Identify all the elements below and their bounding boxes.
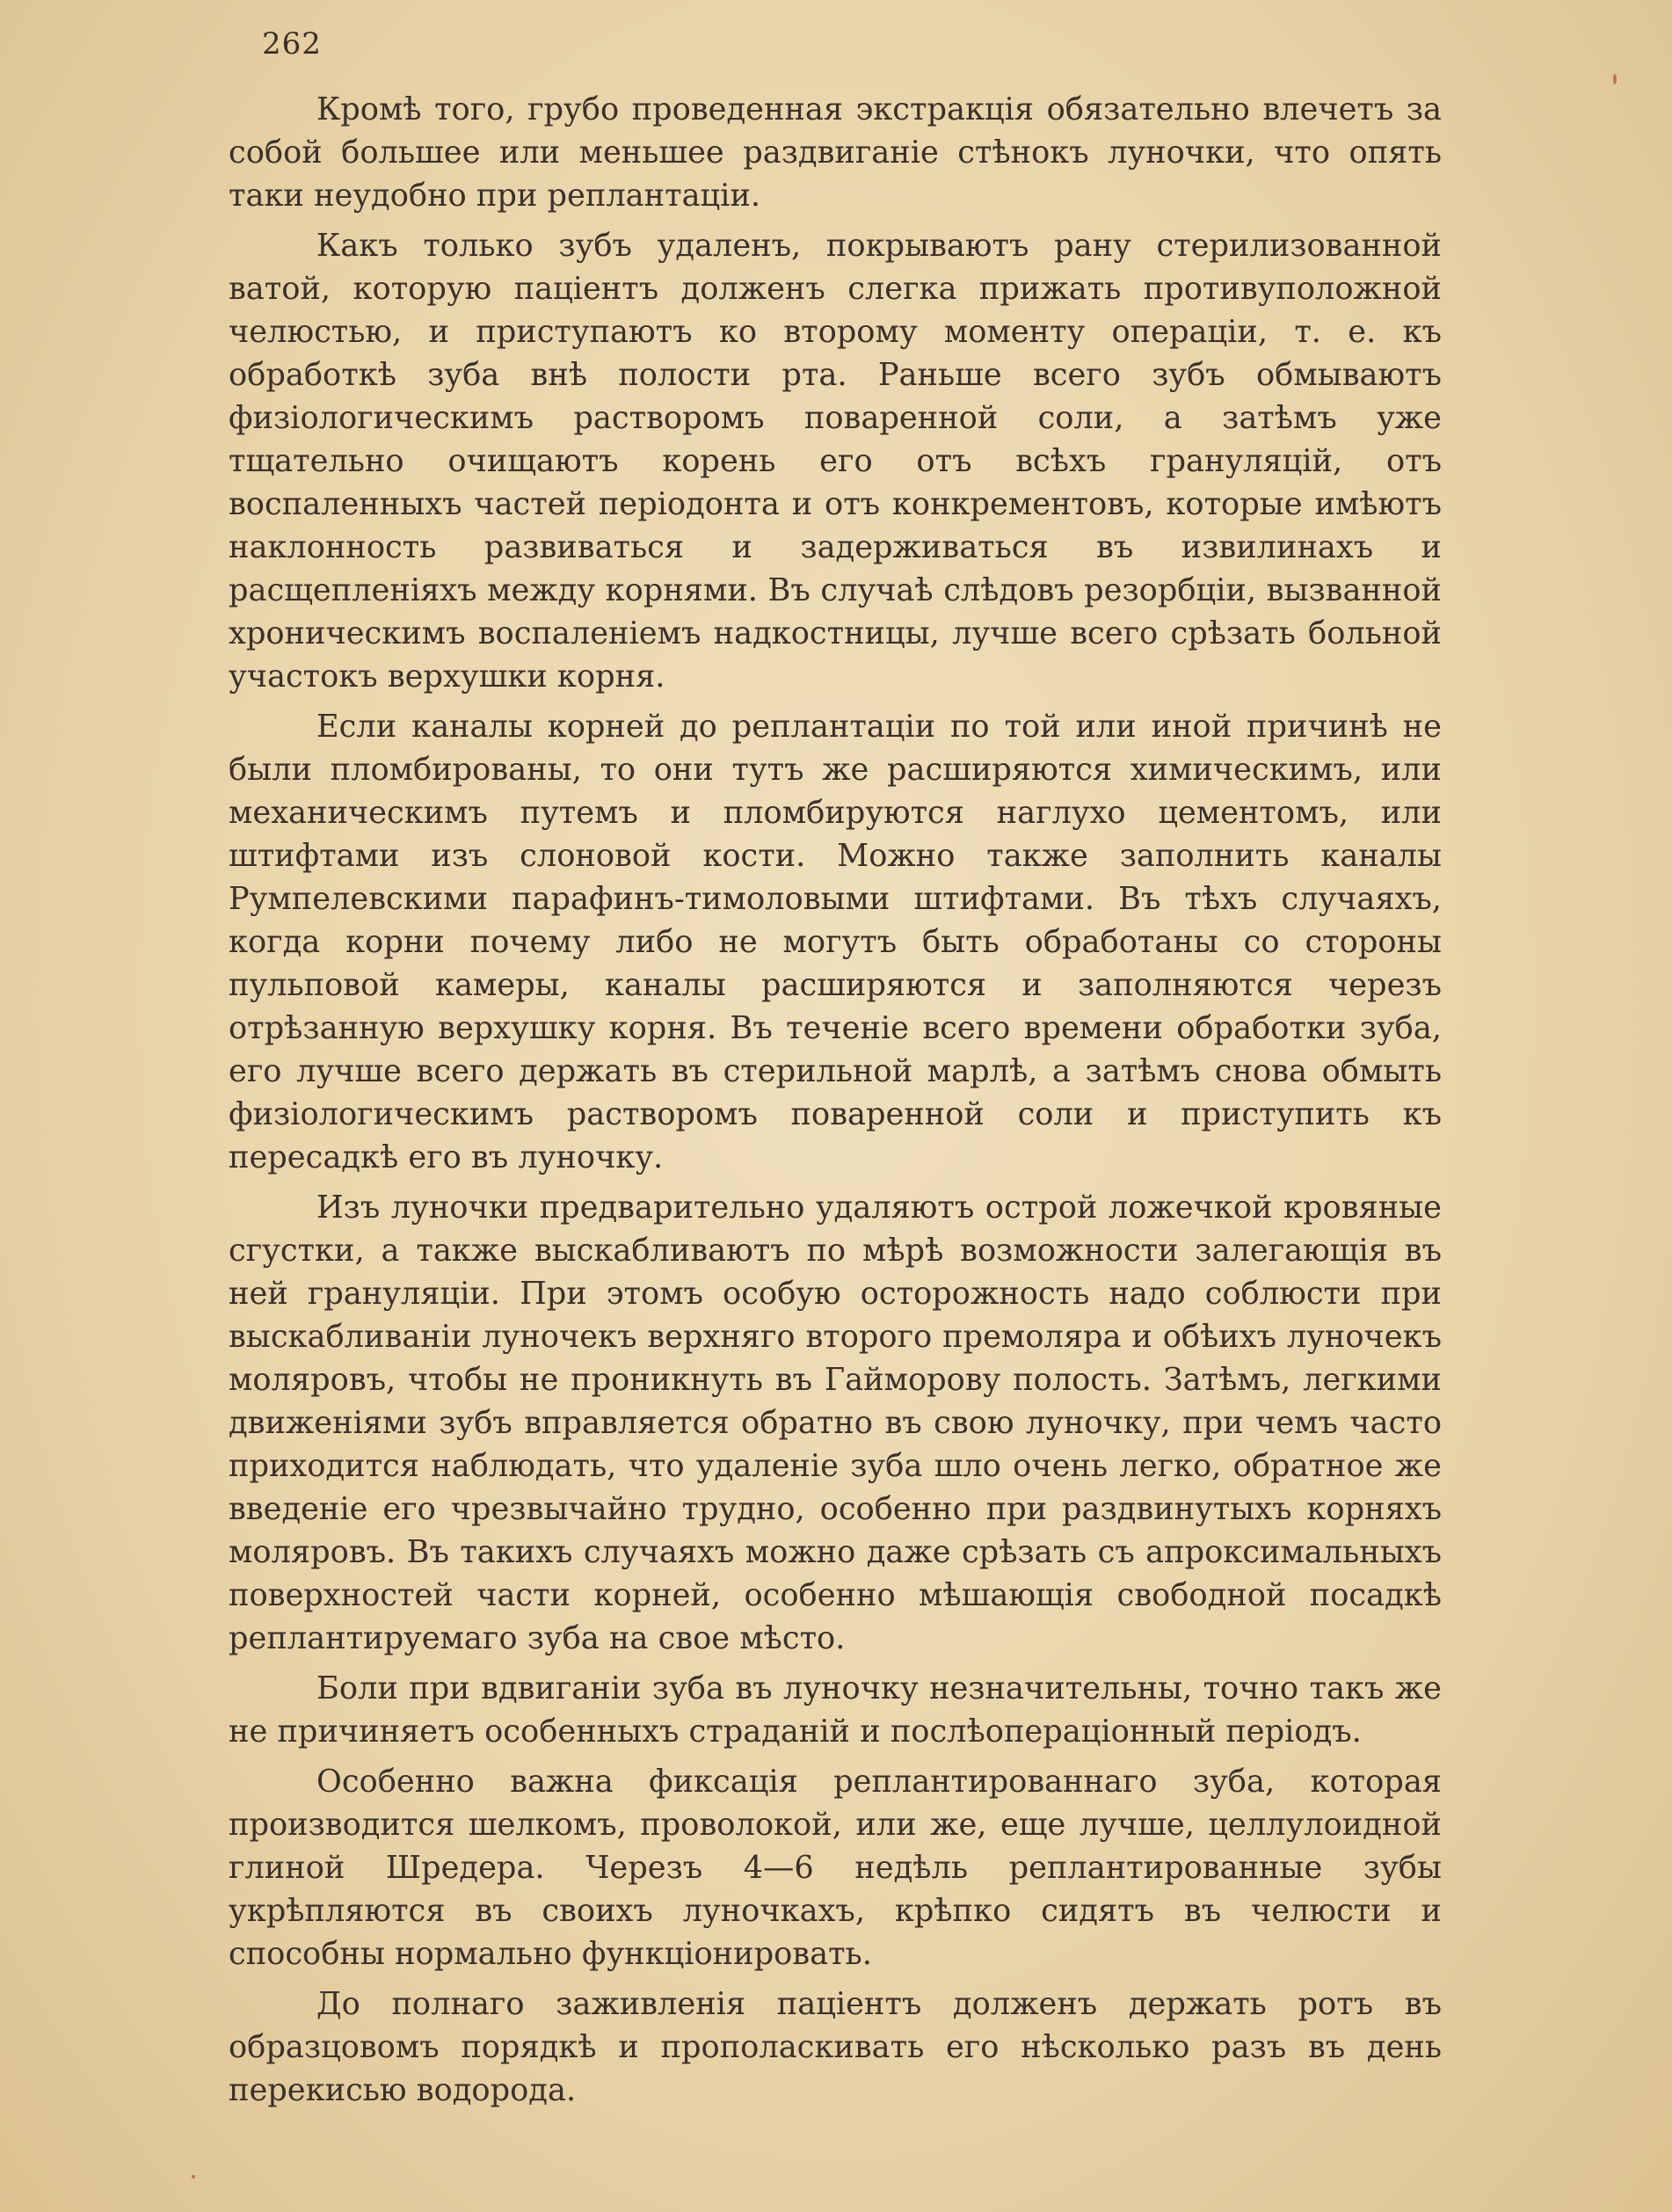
paragraph-fixation: Особенно важна фиксація реплантированнаго зуба, которая производится шелкомъ, проволокой, или же, еще лучше, целлулоидной глиной Шредера. Черезъ 4—6 недѣль реплантированные зубы укрѣпляются въ своихъ луночкахъ, крѣпко сидятъ въ челюсти и способны нормально функціонировать. (229, 1764, 1442, 1972)
body-text (229, 88, 1442, 2119)
paragraph-extraction-note: Кромѣ того, грубо проведенная экстракція обязательно влечетъ за собой большее или меньшее раздвиганіе стѣнокъ луночки, что опять таки неудобно при реплантаціи. (229, 91, 1442, 214)
paragraph-tooth-treatment: Какъ только зубъ удаленъ, покрываютъ рану стерилизованной ватой, которую паціентъ долженъ слегка прижать противуположной челюстью, и приступаютъ ко второму моменту операціи, т. е. къ обработкѣ зуба внѣ полости рта. Раньше всего зубъ обмываютъ физіологическимъ растворомъ поваренной соли, а затѣмъ уже тщательно очищаютъ корень его отъ всѣхъ грануляцій, отъ воспаленныхъ частей періодонта и отъ конкрементовъ, которые имѣютъ наклонность развиваться и задерживаться въ извилинахъ и расщепленіяхъ между корнями. Въ случаѣ слѣдовъ резорбціи, вызванной хроническимъ воспаленіемъ надкостницы, лучше всего срѣзать больной участокъ верхушки корня. (229, 228, 1442, 695)
paragraph-root-canals: Если каналы корней до реплантаціи по той или иной причинѣ не были пломбированы, то они тутъ же расширяются химическимъ, или механическимъ путемъ и пломбируются наглухо цементомъ, или штифтами изъ слоновой кости. Можно также заполнить каналы Румпелевскими парафинъ-тимоловыми штифтами. Въ тѣхъ случаяхъ, когда корни почему либо не могутъ быть обработаны со стороны пульповой камеры, каналы расширяются и заполняются черезъ отрѣзанную верхушку корня. Въ теченіе всего времени обработки зуба, его лучше всего держать въ стерильной марлѣ, а затѣмъ снова обмыть физіологическимъ растворомъ поваренной соли и приступить къ пересадкѣ его въ луночку. (229, 709, 1442, 1175)
paragraph-pain: Боли при вдвиганіи зуба въ луночку незначительны, точно такъ же не причиняетъ особенныхъ страданій и послѣопераціонный періодъ. (229, 1670, 1442, 1750)
paper-speck (192, 2175, 195, 2179)
page-number: 262 (262, 26, 322, 62)
paragraph-socket-preparation: Изъ луночки предварительно удаляютъ острой ложечкой кровяные сгустки, а также выскабливаютъ по мѣрѣ возможности залегающія въ ней грануляціи. При этомъ особую осторожность надо соблюсти при выскабливаніи луночекъ верхняго второго премоляра и обѣихъ луночекъ моляровъ, чтобы не проникнуть въ Гайморову полость. Затѣмъ, легкими движеніями зубъ вправляется обратно въ свою луночку, при чемъ часто приходится наблюдать, что удаленіе зуба шло очень легко, обратное же введеніе его чрезвычайно трудно, особенно при раздвинутыхъ корняхъ моляровъ. Въ такихъ случаяхъ можно даже срѣзать съ апроксимальныхъ поверхностей части корней, особенно мѣшающія свободной посадкѣ реплантируемаго зуба на свое мѣсто. (229, 1190, 1442, 1656)
paragraph-healing: До полнаго заживленія паціентъ долженъ держать ротъ въ образцовомъ порядкѣ и прополаскивать его нѣсколько разъ въ день перекисью водорода. (229, 1986, 1442, 2108)
paper-speck (1613, 74, 1617, 84)
